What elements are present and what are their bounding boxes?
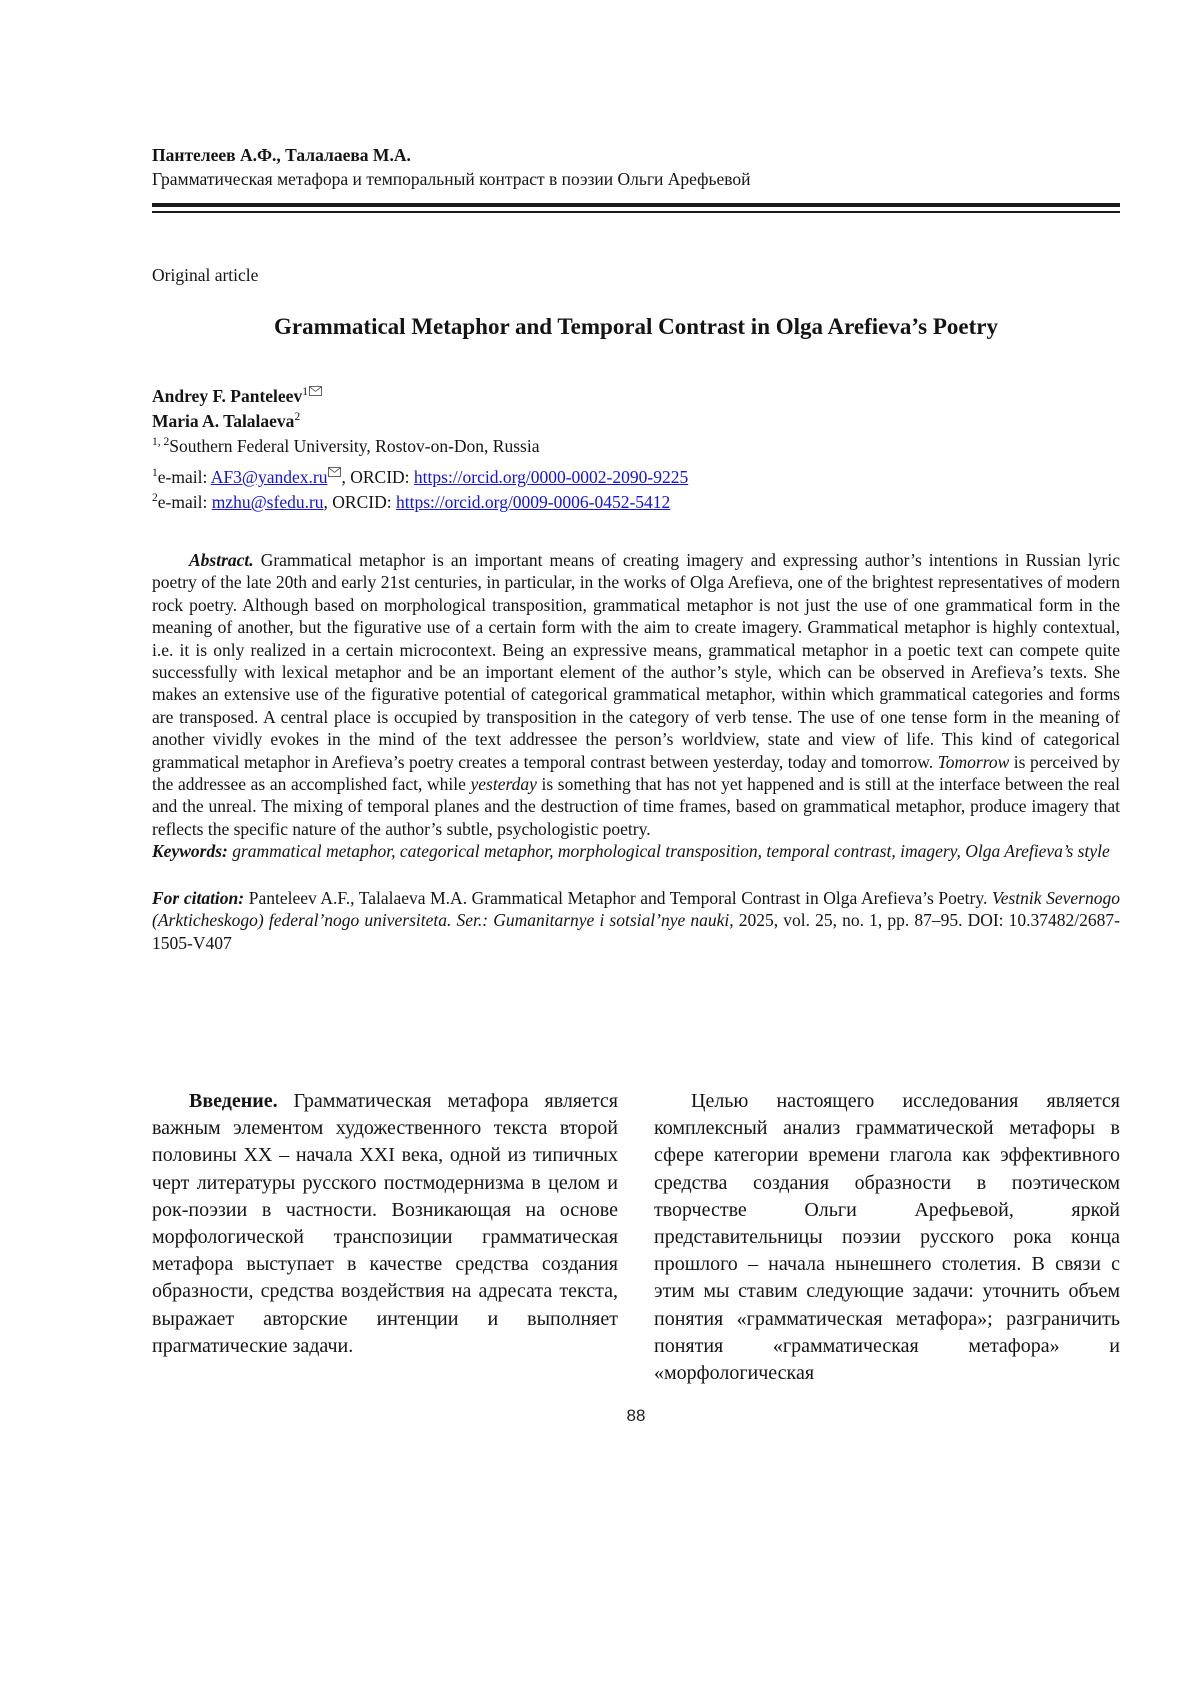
body-columns xyxy=(152,1088,1120,1387)
email-2-address-link[interactable]: mzhu@sfedu.ru xyxy=(211,492,324,512)
intro-paragraph xyxy=(152,1088,618,1360)
email-2-superscript: 2 xyxy=(152,492,158,505)
page-number: 88 xyxy=(626,1406,646,1426)
email-1-orcid-label: , ORCID: xyxy=(341,467,414,487)
affiliation-text: Southern Federal University, Rostov-on-Don, Russia xyxy=(169,436,540,456)
envelope-icon xyxy=(328,459,341,484)
abstract-paragraph xyxy=(152,549,1120,840)
author-2 xyxy=(152,409,1120,434)
email-line-2 xyxy=(152,490,1120,515)
email-2-orcid-link[interactable]: https://orcid.org/0009-0006-0452-5412 xyxy=(395,492,671,512)
article-type-label: Original article xyxy=(152,265,259,285)
envelope-icon xyxy=(309,378,322,403)
email-1-prefix: e-mail: xyxy=(157,467,211,487)
citation-journal-italic: Vestnik Severnogo (Arkticheskogo) federal’nogo universiteta. Ser.: Gumanitarnye i sotsial’nye nauki xyxy=(152,887,1120,931)
author-2-name: Maria A. Talalaeva xyxy=(152,411,295,431)
intro-lead: Введение. xyxy=(189,1089,278,1112)
email-1-orcid-link[interactable]: https://orcid.org/0000-0002-2090-9225 xyxy=(413,467,689,487)
author-1-superscript: 1 xyxy=(302,386,308,399)
running-header-title: Грамматическая метафора и темпоральный контраст в поэзии Ольги Арефьевой xyxy=(152,169,751,189)
email-1-address-link[interactable]: AF3@yandex.ru xyxy=(210,467,328,487)
author-1-name: Andrey F. Panteleev xyxy=(152,386,303,406)
affiliation-superscript: 1, 2 xyxy=(152,436,170,449)
citation-label: For citation: xyxy=(152,887,245,908)
citation-text-1: Panteleev A.F., Talalaeva M.A. Grammatical Metaphor and Temporal Contrast in Olga Arefieva’s Poetry. xyxy=(244,887,992,908)
keywords-label: Keywords: xyxy=(152,841,228,862)
keywords-paragraph xyxy=(152,840,1120,862)
authors-block xyxy=(152,378,1120,515)
running-header-authors: Пантелеев А.Ф., Талалаева М.А. xyxy=(152,145,411,165)
header-double-rule xyxy=(152,203,1120,213)
aim-text: Целью настоящего исследования является комплексный анализ грамматической метафоры в сфере категории времени глагола как эффективного средства создания образности в поэтическом творчестве Ольги Арефьевой, яркой представительницы поэзии русского рока конца прошлого – начала нынешнего столетия. В связи с этим мы ставим следующие задачи: уточнить объем понятия «грамматическая метафора»; разграничить понятия «грамматическая метафора» и «морфологическая xyxy=(654,1089,1120,1384)
citation-text-2: , 2025, vol. 25, no. 1, pp. 87–95. DOI: 10.37482/2687-1505-V407 xyxy=(152,910,1120,953)
affiliation xyxy=(152,434,1120,459)
left-column xyxy=(152,1088,618,1387)
running-header xyxy=(152,143,1120,213)
keywords-text: grammatical metaphor, categorical metaphor, morphological transposition, temporal contrast, imagery, Olga Arefieva’s style xyxy=(227,841,1110,862)
abstract-italic-tomorrow: Tomorrow xyxy=(937,751,1010,772)
email-line-1 xyxy=(152,459,1120,490)
abstract-text-2: is perceived by the addressee as an accomplished fact, while xyxy=(152,751,1120,795)
abstract-label: Abstract. xyxy=(189,550,254,570)
author-1 xyxy=(152,378,1120,409)
article-title: Grammatical Metaphor and Temporal Contrast in Olga Arefieva’s Poetry xyxy=(274,314,998,339)
abstract-text-3: is something that has not yet happened and is still at the interface between the real and the unreal. The mixing of temporal planes and the destruction of time frames, based on grammatical metaphor, produce imagery that reflects the specific nature of the author’s subtle, psychologistic poetry. xyxy=(152,774,1121,839)
email-2-prefix: e-mail: xyxy=(157,492,212,512)
citation-paragraph xyxy=(152,887,1120,954)
abstract-italic-yesterday: yesterday xyxy=(470,774,537,795)
abstract-text-1: Grammatical metaphor is an important means of creating imagery and expressing author’s intentions in Russian lyric poetry of the late 20th and early 21st centuries, in particular, in the works of Olga Arefieva, one of the brightest representatives of modern rock poetry. Although based on morphological transposition, grammatical metaphor is not just the use of one grammatical form in the meaning of another, but the figurative use of a certain form with the aim to create imagery. Grammatical metaphor is highly contextual, i.e. it is only realized in a certain microcontext. Being an expressive means, grammatical metaphor in a poetic text can compete quite successfully with lexical metaphor and be an important element of the author’s style, which can be observed in Arefieva’s texts. She makes an extensive use of the figurative potential of categorical grammatical metaphor, within which grammatical categories and forms are transposed. A central place is occupied by transposition in the category of verb tense. The use of one tense form in the meaning of another vividly evokes in the mind of the text addressee the person’s worldview, state and view of life. This kind of categorical grammatical metaphor in Arefieva’s poetry creates a temporal contrast between yesterday, today and tomorrow. xyxy=(152,550,1120,772)
right-column xyxy=(654,1088,1120,1387)
email-1-superscript: 1 xyxy=(152,467,158,480)
intro-text: Грамматическая метафора является важным элементом художественного текста второй половины XX – начала XXI века, одной из типичных черт литературы русского постмодернизма в целом и рок-поэзии в частности. Возникающая на основе морфологической транспозиции грамматическая метафора выступает в качестве средства создания образности, средства воздействия на адресата текста, выражает авторские интенции и выполняет прагматические задачи. xyxy=(152,1089,618,1357)
email-2-orcid-label: , ORCID: xyxy=(323,492,396,512)
author-2-superscript: 2 xyxy=(294,411,301,424)
aim-paragraph xyxy=(654,1088,1120,1387)
